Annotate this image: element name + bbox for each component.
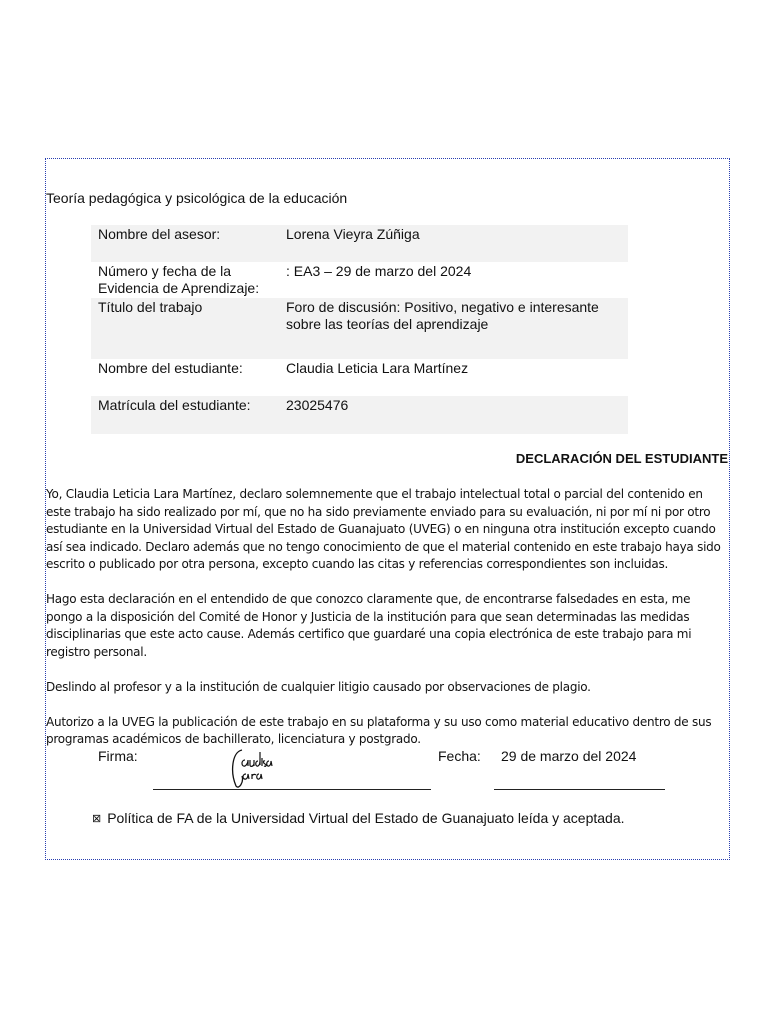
declaration-paragraph: Yo, Claudia Leticia Lara Martínez, declaro solemnemente que el trabajo intelectual total o parcial del contenido en este trabajo ha sido realizado por mí, que no ha sido previamente enviado para su evaluación, ni por mí ni por otro estudiante en la Universidad Virtual del Estado de Guanajuato (UVEG) o en ninguna otra institución excepto cuando así sea indicado. Declaro además que no tengo conocimiento de que el material contenido en este trabajo haya sido escrito o publicado por otra persona, excepto cuando las citas y referencias correspondientes son incluidas. bbox=[46, 487, 721, 571]
row-value: 23025476 bbox=[286, 397, 349, 413]
table-row bbox=[91, 298, 628, 359]
row-label: Título del trabajo bbox=[98, 299, 203, 315]
date-line bbox=[494, 789, 665, 790]
checkbox-checked-icon[interactable]: ⊠ bbox=[92, 813, 102, 825]
row-label: Matrícula del estudiante: bbox=[98, 397, 251, 413]
row-value: : EA3 – 29 de marzo del 2024 bbox=[286, 263, 472, 279]
row-label: Nombre del estudiante: bbox=[98, 360, 243, 376]
fecha-label: Fecha: bbox=[438, 748, 481, 764]
table-row bbox=[91, 396, 628, 434]
row-value: Foro de discusión: Positivo, negativo e interesante sobre las teorías del aprendizaje bbox=[286, 299, 599, 332]
table-row bbox=[91, 225, 628, 262]
policy-text: Política de FA de la Universidad Virtual del Estado de Guanajuato leída y aceptada. bbox=[107, 810, 625, 826]
declaration-title: DECLARACIÓN DEL ESTUDIANTE bbox=[515, 451, 728, 466]
fecha-value: 29 de marzo del 2024 bbox=[501, 748, 637, 764]
signature-line bbox=[153, 789, 431, 790]
table-row bbox=[91, 262, 628, 298]
row-label: Nombre del asesor: bbox=[98, 226, 221, 242]
declaration-paragraph: Deslindo al profesor y a la institución de cualquier litigio causado por observaciones de plagio. bbox=[46, 679, 591, 694]
row-value: Claudia Leticia Lara Martínez bbox=[286, 360, 469, 376]
declaration-paragraph: Autorizo a la UVEG la publicación de este trabajo en su plataforma y su uso como material educativo dentro de sus programas académicos de bachillerato, licenciatura y postgrado. bbox=[46, 714, 712, 746]
row-label: Número y fecha de la Evidencia de Aprendizaje: bbox=[98, 263, 260, 296]
declaration-body bbox=[46, 486, 730, 766]
firma-label: Firma: bbox=[98, 748, 138, 764]
course-title: Teoría pedagógica y psicológica de la educación bbox=[46, 190, 348, 206]
policy-statement bbox=[92, 810, 625, 826]
table-row bbox=[91, 359, 628, 396]
declaration-paragraph: Hago esta declaración en el entendido de que conozco claramente que, de encontrarse falsedades en esta, me pongo a la disposición del Comité de Honor y Justicia de la institución para que sean determinadas las medidas disciplinarias que este acto cause. Además certifico que guardaré una copia electrónica de este trabajo para mi registro personal. bbox=[46, 592, 692, 659]
row-value: Lorena Vieyra Zúñiga bbox=[286, 226, 420, 242]
handwritten-signature bbox=[228, 742, 290, 792]
